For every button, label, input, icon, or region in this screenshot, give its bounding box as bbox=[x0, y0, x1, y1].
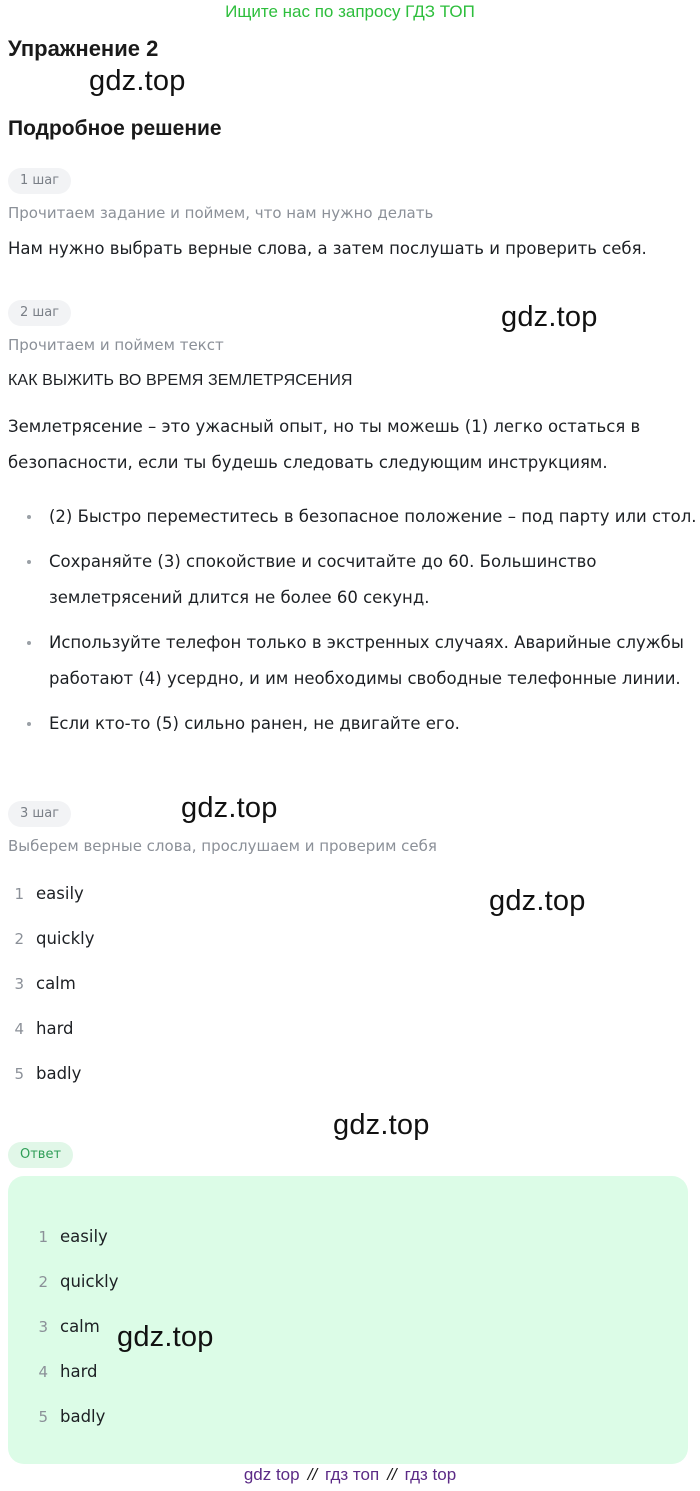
step-2-badge: 2 шаг bbox=[8, 300, 71, 326]
bullet-icon bbox=[27, 560, 31, 564]
list-item: 5 badly bbox=[14, 1064, 82, 1083]
list-item: 2 quickly bbox=[14, 929, 95, 948]
section-title: Подробное решение bbox=[8, 117, 222, 140]
list-item: 1 easily bbox=[38, 1227, 108, 1246]
list-item: 2 quickly bbox=[38, 1272, 119, 1291]
list-item: Используйте телефон только в экстренных случаях. Аварийные службы работают (4) усердно, и им необходимы свободные телефонные линии. bbox=[8, 625, 698, 697]
watermark: gdz.top bbox=[89, 65, 186, 97]
instructions-list bbox=[8, 499, 698, 751]
text-heading: КАК ВЫЖИТЬ ВО ВРЕМЯ ЗЕМЛЕТРЯСЕНИЯ bbox=[8, 372, 353, 389]
step-1-hint: Прочитаем задание и поймем, что нам нужно делать bbox=[8, 204, 434, 222]
footer-link-gdz-top-ru[interactable]: гдз топ bbox=[325, 1465, 380, 1484]
bullet-icon bbox=[27, 641, 31, 645]
watermark: gdz.top bbox=[501, 301, 598, 333]
list-item: 4 hard bbox=[14, 1019, 74, 1038]
text-intro: Землетрясение – это ужасный опыт, но ты можешь (1) легко остаться в безопасности, если ты будешь следовать следующим инструкциям. bbox=[8, 417, 641, 472]
watermark: gdz.top bbox=[181, 792, 278, 824]
watermark: gdz.top bbox=[117, 1321, 214, 1353]
list-item: 3 calm bbox=[14, 974, 76, 993]
bullet-icon bbox=[27, 722, 31, 726]
answer-badge: Ответ bbox=[8, 1142, 73, 1168]
list-item: Сохраняйте (3) спокойствие и сосчитайте до 60. Большинство землетрясений длится не более 60 секунд. bbox=[8, 544, 698, 616]
watermark: gdz.top bbox=[333, 1109, 430, 1141]
answer-list bbox=[24, 1214, 119, 1439]
step-2-hint: Прочитаем и поймем текст bbox=[8, 336, 224, 354]
step-3-hint: Выберем верные слова, прослушаем и проверим себя bbox=[8, 837, 437, 855]
step-3-badge: 3 шаг bbox=[8, 801, 71, 827]
footer-link-gdz-top-mixed[interactable]: гдз top bbox=[404, 1465, 457, 1484]
step-1-badge: 1 шаг bbox=[8, 168, 71, 194]
footer-separator: // bbox=[307, 1465, 318, 1484]
footer-links bbox=[0, 1465, 700, 1485]
footer-link-gdz-top[interactable]: gdz top bbox=[243, 1465, 300, 1484]
search-banner: Ищите нас по запросу ГДЗ ТОП bbox=[225, 2, 475, 21]
list-item: (2) Быстро переместитесь в безопасное положение – под парту или стол. bbox=[8, 499, 698, 535]
list-item: 4 hard bbox=[38, 1362, 98, 1381]
list-item: Если кто-то (5) сильно ранен, не двигайте его. bbox=[8, 706, 698, 742]
words-list bbox=[0, 871, 95, 1096]
list-item: 3 calm bbox=[38, 1317, 100, 1336]
bullet-icon bbox=[27, 515, 31, 519]
list-item: 5 badly bbox=[38, 1407, 106, 1426]
watermark: gdz.top bbox=[489, 885, 586, 917]
list-item: 1 easily bbox=[14, 884, 84, 903]
footer-separator: // bbox=[387, 1465, 397, 1484]
page-title: Упражнение 2 bbox=[8, 36, 159, 61]
step-1-text: Нам нужно выбрать верные слова, а затем послушать и проверить себя. bbox=[8, 239, 647, 258]
